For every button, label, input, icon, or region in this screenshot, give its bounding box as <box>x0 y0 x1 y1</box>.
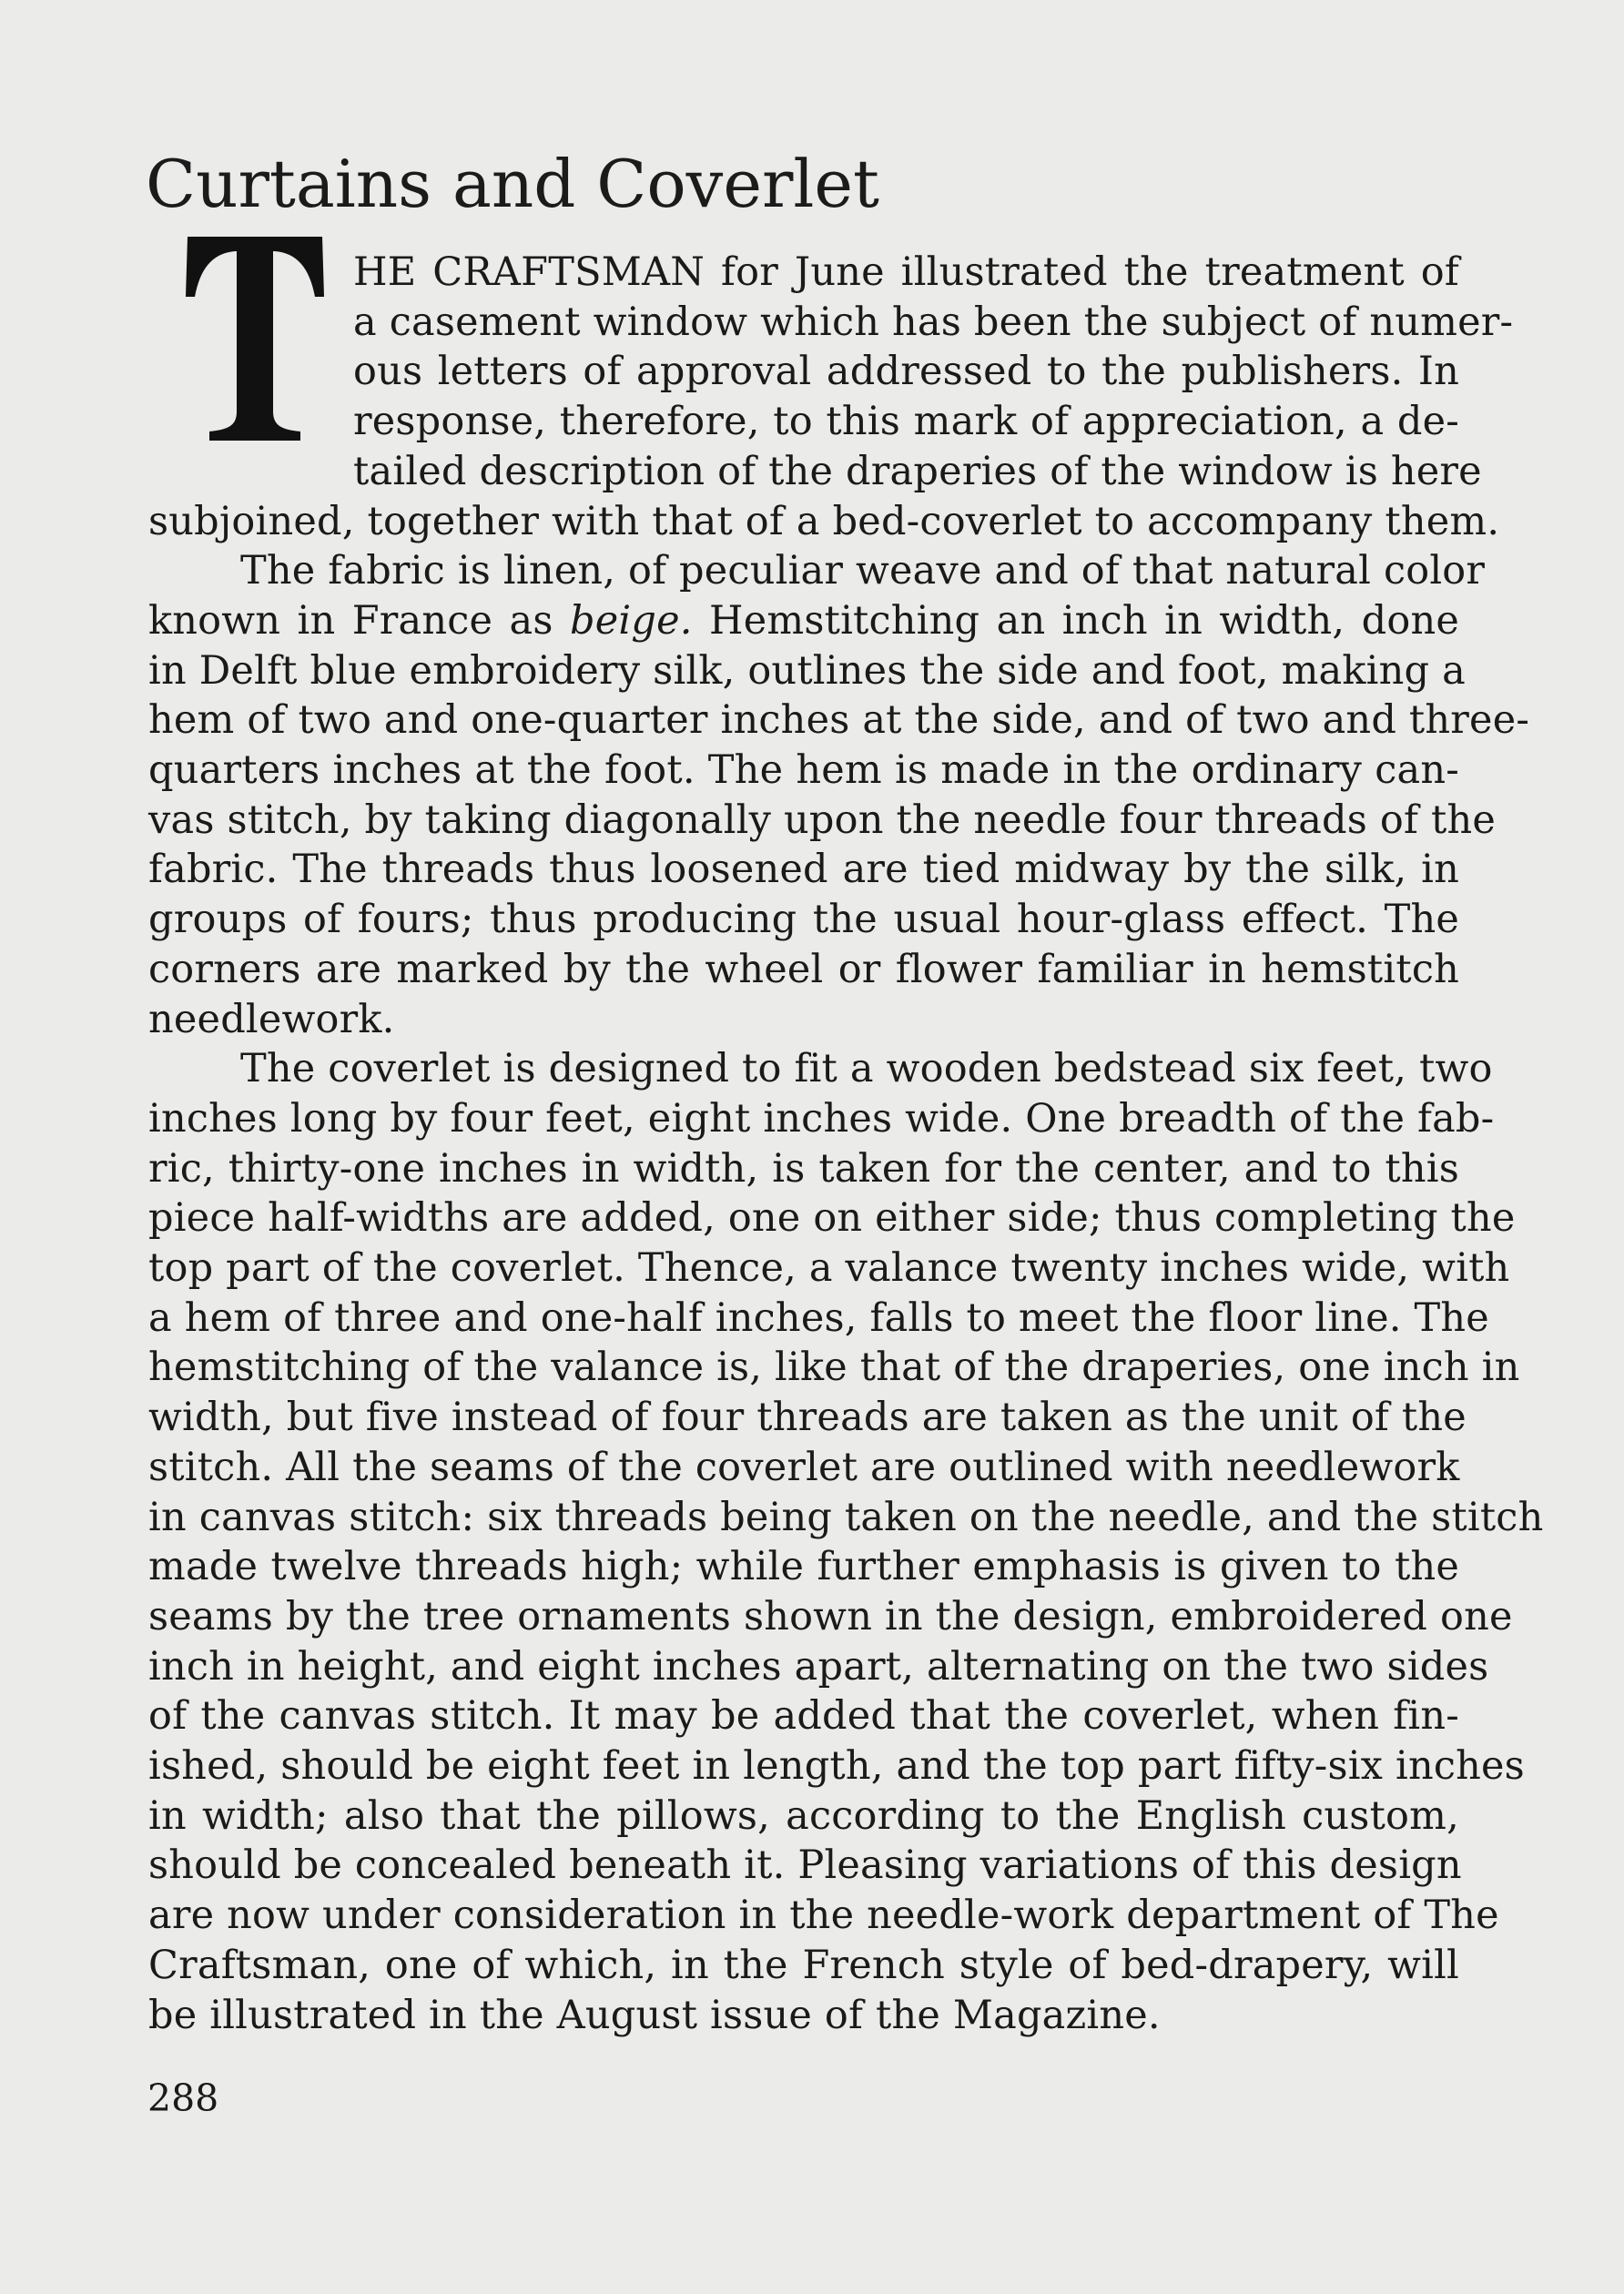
text-line: in canvas stitch: six threads being taken on the needle, and the stitch <box>148 1495 1544 1540</box>
text-line: quarters inches at the foot. The hem is made in the ordinary can- <box>148 747 1459 793</box>
text-line: hem of two and one-quarter inches at the side, and of two and three- <box>148 697 1530 743</box>
text-line: The fabric is linen, of peculiar weave and of that natural color <box>240 548 1486 594</box>
text-line: known in France as beige. Hemstitching an inch in width, done <box>148 598 1460 644</box>
text-line: ous letters of approval addressed to the publishers. In <box>353 349 1459 394</box>
page-number: 288 <box>147 2076 219 2120</box>
text-line: corners are marked by the wheel or flower familiar in hemstitch <box>148 947 1459 992</box>
article-title: Curtains and Coverlet <box>146 146 879 222</box>
text-line: piece half-widths are added, one on either side; thus completing the <box>148 1195 1516 1241</box>
text-line: The coverlet is designed to fit a wooden bedstead six feet, two <box>240 1046 1493 1091</box>
text-line: inches long by four feet, eight inches wide. One breadth of the fab- <box>148 1096 1495 1142</box>
text-line: fabric. The threads thus loosened are tied midway by the silk, in <box>148 847 1459 892</box>
text-line: of the canvas stitch. It may be added that the coverlet, when fin- <box>148 1693 1459 1739</box>
text-line: needlework. <box>148 997 395 1042</box>
text-line: hemstitching of the valance is, like that of the draperies, one inch in <box>148 1345 1520 1390</box>
text-line: width, but five instead of four threads are taken as the unit of the <box>148 1395 1467 1440</box>
text-line: a hem of three and one-half inches, falls to meet the floor line. The <box>148 1295 1489 1341</box>
text-line: ric, thirty-one inches in width, is taken for the center, and to this <box>148 1146 1459 1192</box>
text-line: inch in height, and eight inches apart, alternating on the two sides <box>148 1644 1489 1690</box>
text-line: made twelve threads high; while further emphasis is given to the <box>148 1544 1459 1589</box>
text-line: in Delft blue embroidery silk, outlines the side and foot, making a <box>148 648 1466 694</box>
text-line: are now under consideration in the needle-work department of The <box>148 1893 1499 1938</box>
text-line: be illustrated in the August issue of the Magazine. <box>148 1993 1161 2038</box>
drop-cap-letter <box>182 233 328 442</box>
text-line: should be concealed beneath it. Pleasing variations of this design <box>148 1842 1462 1888</box>
text-line: a casement window which has been the subject of numer- <box>353 299 1514 345</box>
text-line: stitch. All the seams of the coverlet are outlined with needlework <box>148 1445 1460 1490</box>
text-line: top part of the coverlet. Thence, a valance twenty inches wide, with <box>148 1245 1510 1291</box>
text-line: HE CRAFTSMAN for June illustrated the treatment of <box>353 249 1459 295</box>
drop-cap-glyph <box>182 233 328 442</box>
text-line: in width; also that the pillows, according to the English custom, <box>148 1793 1459 1839</box>
text-line: response, therefore, to this mark of appreciation, a de- <box>353 399 1459 444</box>
text-line: Craftsman, one of which, in the French style of bed-drapery, will <box>148 1943 1459 1988</box>
text-line: vas stitch, by taking diagonally upon the needle four threads of the <box>148 797 1497 843</box>
text-line: groups of fours; thus producing the usual hour-glass effect. The <box>148 897 1459 942</box>
text-line: seams by the tree ornaments shown in the design, embroidered one <box>148 1594 1513 1639</box>
text-line: ished, should be eight feet in length, and the top part fifty-six inches <box>148 1743 1525 1789</box>
text-line: subjoined, together with that of a bed-coverlet to accompany them. <box>148 499 1500 544</box>
text-line: tailed description of the draperies of the window is here <box>353 449 1482 494</box>
